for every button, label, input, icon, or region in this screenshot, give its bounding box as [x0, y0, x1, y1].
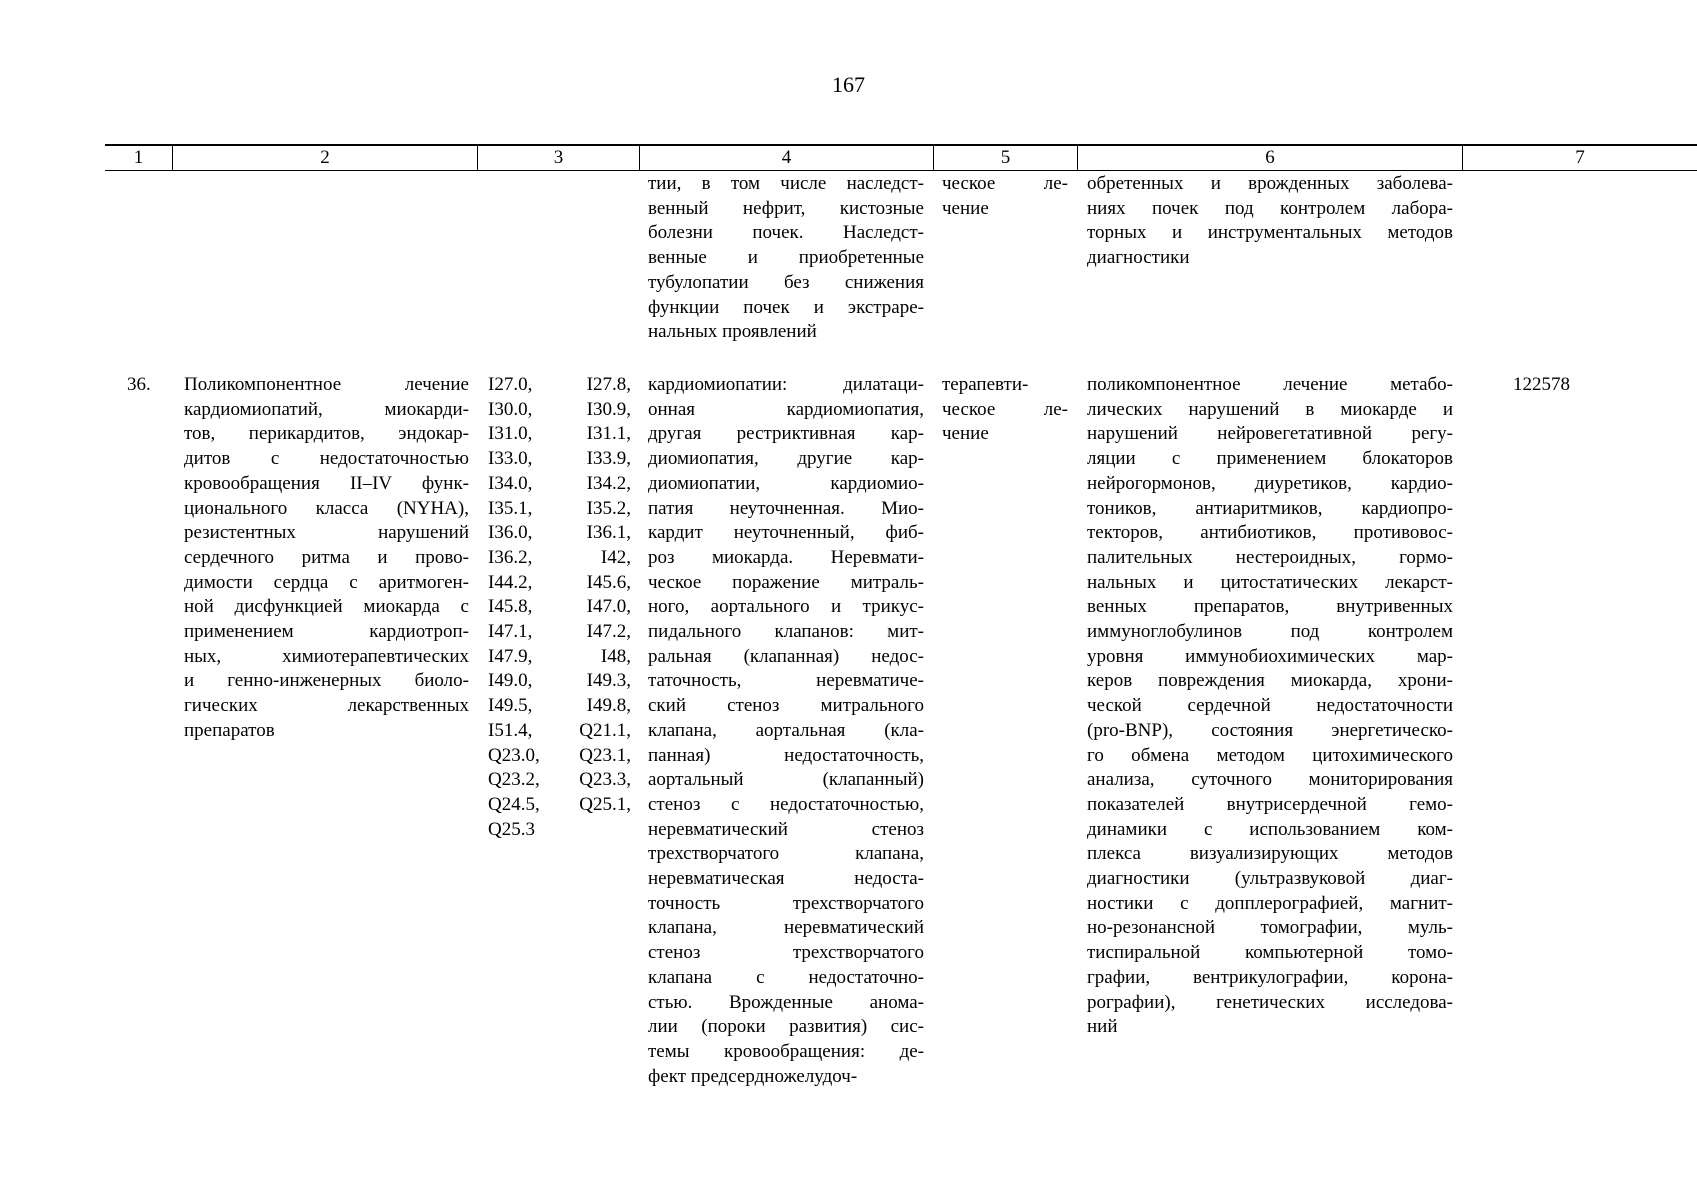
icd-code-row — [488, 620, 631, 645]
icd-code-row — [488, 595, 631, 620]
text-line: ский стеноз митрального — [648, 695, 924, 717]
icd-code: I36.1, — [586, 522, 631, 544]
text-line: текторов, антибиотиков, противовос- — [1087, 522, 1453, 544]
icd-code: I47.9, — [488, 645, 533, 667]
text-line: ного, аортального и трикус- — [648, 596, 924, 618]
text-line: тов, перикардитов, эндокар- — [184, 423, 469, 445]
text-line: ческой сердечной недостаточности — [1087, 695, 1453, 717]
text-line: клапана с недостаточно- — [648, 966, 924, 988]
icd-code: Q25.1, — [579, 793, 631, 815]
text-line: ческое ле- — [942, 173, 1068, 194]
text-line: нарушений нейровегетативной регу- — [1087, 423, 1453, 445]
text-line: тоников, антиаритмиков, кардиопро- — [1087, 497, 1453, 519]
text-line: гических лекарственных — [184, 695, 469, 717]
icd-code: Q21.1, — [579, 719, 631, 741]
text-line: резистентных нарушений — [184, 522, 469, 544]
icd-code: I31.1, — [586, 423, 631, 445]
text-line: димости сердца с аритмоген- — [184, 571, 469, 593]
text-line: ностики с допплерографией, магнит- — [1087, 892, 1453, 914]
icd-code: I44.2, — [488, 571, 533, 593]
icd-code: I45.6, — [586, 571, 631, 593]
icd-code: I30.0, — [488, 398, 533, 420]
icd-code: I34.2, — [586, 472, 631, 494]
icd-code-row — [488, 447, 631, 472]
icd-code: I30.9, — [586, 398, 631, 420]
text-line: торных и инструментальных методов — [1087, 222, 1453, 244]
text-line: нейрогормонов, диуретиков, кардио- — [1087, 472, 1453, 494]
text-line: темы кровообращения: де- — [648, 1040, 924, 1062]
icd-code: I48, — [600, 645, 631, 667]
icd-code: I45.8, — [488, 596, 533, 618]
page-number: 167 — [832, 72, 865, 97]
text-line: лических нарушений в миокарде и — [1087, 398, 1453, 420]
text-line: ральная (клапанная) недос- — [648, 645, 924, 667]
text-line: болезни почек. Наследст- — [648, 222, 924, 244]
icd-code-row — [488, 373, 631, 398]
icd-code-row — [488, 694, 631, 719]
text-line: патия неуточненная. Мио- — [648, 497, 924, 519]
text-line: рографии), генетических исследова- — [1087, 991, 1453, 1013]
icd-code: I47.1, — [488, 621, 533, 643]
text-line: показателей внутрисердечной гемо- — [1087, 793, 1453, 815]
text-line: плекса визуализирующих методов — [1087, 843, 1453, 865]
continued-diagnosis-text — [648, 172, 924, 345]
icd-code-row — [488, 472, 631, 497]
icd-code: I47.0, — [586, 596, 631, 618]
text-line: препаратов — [184, 719, 275, 741]
icd-code: I51.4, — [488, 719, 533, 741]
text-line: неревматическая недоста- — [648, 868, 924, 890]
text-line: кровообращения II–IV функ- — [184, 472, 469, 494]
icd-code: Q23.0, — [488, 744, 540, 766]
text-line: графии, вентрикулографии, корона- — [1087, 966, 1453, 988]
text-line: тиспиральной компьютерной томо- — [1087, 942, 1453, 964]
icd-code: I35.2, — [586, 497, 631, 519]
text-line: уровня иммунобиохимических мар- — [1087, 645, 1453, 667]
icd-code-row — [488, 744, 631, 769]
text-line: иммуноглобулинов под контролем — [1087, 621, 1453, 643]
funding-norm: 122578 — [1513, 374, 1570, 395]
text-line: стеноз с недостаточностью, — [648, 793, 924, 815]
text-line: кардит неуточненный, фиб- — [648, 522, 924, 544]
icd-code: I27.8, — [586, 374, 631, 395]
text-line: неревматический стеноз — [648, 818, 924, 840]
text-line: пидального клапанов: мит- — [648, 621, 924, 643]
text-line: диагностики — [1087, 247, 1190, 269]
icd-code: Q23.3, — [579, 769, 631, 791]
text-line: анализа, суточного мониторирования — [1087, 769, 1453, 791]
text-line: применением кардиотроп- — [184, 621, 469, 643]
text-line: таточность, неревматиче- — [648, 670, 924, 692]
text-line: ционального класса (NYHA), — [184, 497, 469, 519]
treatment-profile-name — [184, 373, 469, 744]
text-line: ных, химиотерапевтических — [184, 645, 469, 667]
column-header-3: 3 — [553, 147, 564, 168]
text-line: венный нефрит, кистозные — [648, 197, 924, 219]
icd-code-row — [488, 546, 631, 571]
icd-code: I31.0, — [488, 423, 533, 445]
text-line: обретенных и врожденных заболева- — [1087, 173, 1453, 194]
text-line: нальных проявлений — [648, 321, 817, 343]
text-line: палительных нестероидных, гормо- — [1087, 546, 1453, 568]
text-line: ний — [1087, 1016, 1118, 1038]
text-line: кардиомиопатий, миокарди- — [184, 398, 469, 420]
icd-code: I33.0, — [488, 448, 533, 470]
text-line: (pro-BNP), состояния энергетическо- — [1087, 719, 1453, 741]
icd-code: I36.0, — [488, 522, 533, 544]
text-line: нальных и цитостатических лекарст- — [1087, 571, 1453, 593]
icd-code: I35.1, — [488, 497, 533, 519]
treatment-method — [1087, 373, 1453, 1040]
text-line: стеноз трехстворчатого — [648, 942, 924, 964]
text-line: венные и приобретенные — [648, 247, 924, 269]
text-line: диомиопатии, кардиомио- — [648, 472, 924, 494]
icd-code: Q24.5, — [488, 793, 540, 815]
icd-code-row — [488, 398, 631, 423]
continued-treatment-method — [1087, 172, 1453, 271]
icd-code-row — [488, 793, 631, 818]
icd-code: I49.0, — [488, 670, 533, 692]
patient-model-text — [648, 373, 924, 1089]
icd-code-row — [488, 571, 631, 596]
column-header-4: 4 — [781, 147, 792, 168]
text-line: ческое ле- — [942, 398, 1068, 420]
column-header-2: 2 — [320, 147, 330, 168]
icd-code: I49.5, — [488, 695, 533, 717]
text-line: панная) недостаточность, — [648, 744, 924, 766]
text-line: диомиопатия, другие кар- — [648, 448, 924, 470]
icd-code: I36.2, — [488, 546, 533, 568]
icd-code-row — [488, 645, 631, 670]
icd-code-row — [488, 669, 631, 694]
text-line: дитов с недостаточностью — [184, 448, 469, 470]
text-line: чение — [942, 197, 989, 219]
column-header-1: 1 — [133, 147, 144, 168]
icd-code-row — [488, 497, 631, 522]
text-line: ниях почек под контролем лабора- — [1087, 197, 1453, 219]
icd-code: I47.2, — [586, 621, 631, 643]
text-line: трехстворчатого клапана, — [648, 843, 924, 865]
text-line: роз миокарда. Неревмати- — [648, 546, 924, 568]
text-line: динамики с использованием ком- — [1087, 818, 1453, 840]
text-line: аортальный (клапанный) — [648, 769, 924, 791]
text-line: клапана, аортальная (кла- — [648, 719, 924, 741]
text-line: точность трехстворчатого — [648, 892, 924, 914]
icd-code-row — [488, 521, 631, 546]
icd-code: I49.8, — [586, 695, 631, 717]
text-line: Поликомпонентное лечение — [184, 374, 469, 395]
text-line: диагностики (ультразвуковой диаг- — [1087, 868, 1453, 890]
text-line: керов повреждения миокарда, хрони- — [1087, 670, 1453, 692]
text-line: тии, в том числе наследст- — [648, 173, 924, 194]
text-line: ной дисфункцией миокарда с — [184, 596, 469, 618]
text-line: клапана, неревматический — [648, 917, 924, 939]
text-line: венных препаратов, внутривенных — [1087, 596, 1453, 618]
icd-code-row — [488, 422, 631, 447]
icd-code-row — [488, 719, 631, 744]
text-line: поликомпонентное лечение метабо- — [1087, 374, 1453, 395]
text-line: ляции с применением блокаторов — [1087, 448, 1453, 470]
text-line: функции почек и экстраре- — [648, 296, 924, 318]
continued-treatment-type — [942, 172, 1068, 221]
text-line: и генно-инженерных биоло- — [184, 670, 469, 692]
text-line: тубулопатии без снижения — [648, 271, 924, 293]
header-bottom-border — [105, 170, 1697, 171]
icd-code: I34.0, — [488, 472, 533, 494]
text-line: го обмена методом цитохимического — [1087, 744, 1453, 766]
icd-code-row — [488, 768, 631, 793]
column-header-6: 6 — [1265, 147, 1275, 168]
column-header-5: 5 — [1000, 147, 1011, 168]
icd-code: Q25.3 — [488, 818, 535, 840]
text-line: фект предсердножелудоч- — [648, 1065, 858, 1087]
icd-code: I33.9, — [586, 448, 631, 470]
treatment-type — [942, 373, 1068, 447]
text-line: чение — [942, 423, 989, 445]
text-line: другая рестриктивная кар- — [648, 423, 924, 445]
icd-code: Q23.1, — [579, 744, 631, 766]
text-line: ческое поражение митраль- — [648, 571, 924, 593]
column-header-7: 7 — [1575, 147, 1585, 168]
icd-code: I49.3, — [586, 670, 631, 692]
icd-code: I27.0, — [488, 374, 533, 395]
text-line: онная кардиомиопатия, — [648, 398, 924, 420]
icd-code: Q23.2, — [488, 769, 540, 791]
icd-code-row — [488, 818, 631, 843]
text-line: лии (пороки развития) сис- — [648, 1016, 924, 1038]
text-line: но-резонансной томографии, муль- — [1087, 917, 1453, 939]
icd-code: I42, — [600, 546, 631, 568]
text-line: сердечного ритма и прово- — [184, 546, 469, 568]
text-line: терапевти- — [942, 374, 1029, 395]
text-line: стью. Врожденные анома- — [648, 991, 924, 1013]
icd-codes — [488, 373, 631, 842]
row-number: 36. — [127, 374, 151, 395]
text-line: кардиомиопатии: дилатаци- — [648, 374, 924, 395]
